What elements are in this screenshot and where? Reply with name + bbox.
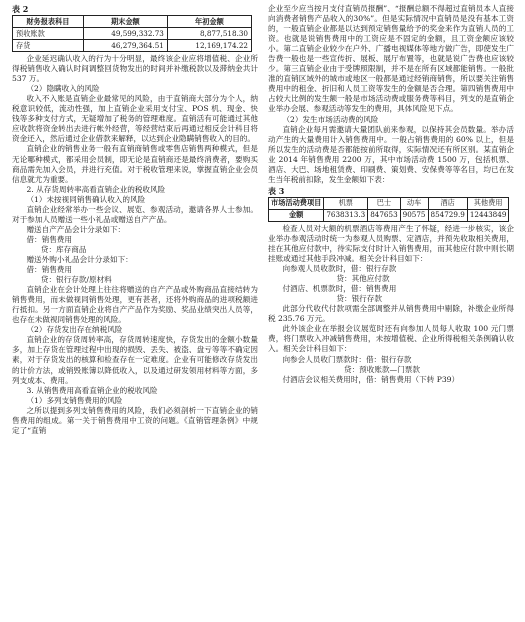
section-heading: 2. 从存货周转率高看直销企业的税收风险 <box>26 184 166 194</box>
accounting-entry-debit: 向参会人员收门票款时：借：银行存款 <box>282 354 412 364</box>
table3-header-cell: 其他费用 <box>467 197 509 209</box>
table3-cell: 847653 <box>368 209 400 221</box>
left-column <box>12 4 258 436</box>
table-row <box>13 40 252 52</box>
body-paragraph: 检查人员对大额的机票酒店等费用产生了怀疑，经进一步核实，该企业举办参观活动时统一为参观人员购票、定酒店，并预先收取相关费用，挂在其他应付款中，待实际支付时计入销售费用，而其他应付款中则长期挂账或通过其他手段冲减。相关会计科目如下： <box>268 223 514 264</box>
body-paragraph: 企业延迟确认收入的行为十分明显，最终该企业应将增值税、企业所得税销售收入确认时间调整回货物发出的时间并补缴税款以及滞纳金共计 537 万。 <box>12 54 258 84</box>
accounting-entry-intro: 赠送自产产品会计分录如下： <box>26 224 126 234</box>
table2-cell: 存货 <box>13 40 84 52</box>
table2-header-cell: 年初金额 <box>167 16 251 28</box>
subsection-heading: （1）多列支销售费用的风险 <box>26 395 123 405</box>
accounting-entry-debit: 付酒店会议相关费用时，借：销售费用（下转 P39） <box>282 374 460 384</box>
table3-header-cell: 市场活动费项目 <box>269 197 324 209</box>
table3-header-row <box>269 197 509 209</box>
body-paragraph: 之所以提到多列支销售费用的风险，我们必须剖析一下直销企业的销售费用的组成。第一关于销售费用中工资的问题。《直销管理条例》中规定了“直销 <box>12 405 258 435</box>
table2-header-row <box>13 16 252 28</box>
body-paragraph: 此部分代收代付款项需全部调整并从销售费用中剔除，补缴企业所得税 235.76 万元。 <box>268 304 514 324</box>
body-paragraph: 直销企业在会计处理上往往将赠送的自产产品或外购商品直接结转为销售费用，而未做视同销售处理，更有甚者，还将外购商品的进项税额进行抵扣。另一方面直销企业将自产产品作为奖励、奖品业绩突出人员等，也存在未做视同销售处理的风险。 <box>12 285 258 325</box>
accounting-entry-credit: 贷：库存商品 <box>40 244 87 254</box>
table2-cell: 12,169,174.22 <box>167 40 251 52</box>
accounting-entry-credit: 贷：预收账款—门票款 <box>344 364 420 374</box>
section-heading: 3. 从销售费用高看直销企业的税收风险 <box>26 385 158 395</box>
subsection-heading: （2）存货发出存在纳税风险 <box>26 325 123 335</box>
accounting-entry-intro: 赠送外购小礼品会计分录如下： <box>26 254 133 264</box>
table2-header-cell: 期末金额 <box>83 16 167 28</box>
accounting-entry-debit: 付酒店、机票款时，借：销售费用 <box>282 284 397 294</box>
table2 <box>12 15 252 52</box>
table3-cell: 金额 <box>269 209 324 221</box>
body-paragraph: 直销企业经常举办一些会议、展览、参观活动，邀请各界人士参加。对于参加人员赠送一些小礼品或赠送自产产品。 <box>12 204 258 224</box>
table-row <box>13 28 252 40</box>
table3-cell: 854729.9 <box>428 209 467 221</box>
accounting-entry-credit: 贷：其他应付款 <box>336 274 390 284</box>
table3-caption: 表 3 <box>268 185 285 196</box>
table-row <box>269 209 509 221</box>
table3-header-cell: 动车 <box>400 197 428 209</box>
body-paragraph: 收入不入账是直销企业最常见的风险，由于直销商大部分为个人，纳税意识较低，流动性强，加上直销企业采用支付宝、POS 机、现金、快钱等多种支付方式，无疑增加了税务的管理难度。直销活有可能通过其他应收款将资金转出去进行帐外经营，等经营结束后再通过相反会计科目将资金还入，然后通过企业借款来解释，以达到企业隐瞒销售收入的目的。 <box>12 94 258 144</box>
table2-header-cell: 财务报表科目 <box>13 16 84 28</box>
table3-cell: 90575 <box>400 209 428 221</box>
accounting-entry-debit: 借：销售费用 <box>26 265 72 275</box>
body-paragraph: 直销企业的存货周转率高，存货周转速度快，存货发出的金额小数量多，加上存货在管理过程中出现的损毁、丢失、被盗、盘亏等等不确定因素，对于存货发出的核算和检查存在一定难度。企业有可能修改存货发出的计价方法，或销毁账簿以降低收入，以及通过研发领用材料等方面，多列支成本、费用。 <box>12 335 258 385</box>
table3-header-cell: 巴士 <box>368 197 400 209</box>
subsection-heading: （2）隐瞒收入的风险 <box>26 84 100 94</box>
body-paragraph: 此外该企业在举报会议展览时还有向参加人员每人收取 100 元门票费，将门票收入冲减销售费用，未按增值税、企业所得税相关条例确认收入。相关会计科目如下： <box>268 324 514 354</box>
table2-cell: 预收账款 <box>13 28 84 40</box>
right-column <box>268 4 514 385</box>
subsection-heading: （1）未按视同销售确认收入的风险 <box>26 194 146 204</box>
body-paragraph: 直销企业每月需邀请大量团队前来参观，以保持其会员数量。举办活动产生的大量费用计入销售费用中。一般占销售费用的 60% 以上，但是所以发生的活动费是否都能按前所取得，实际情况还有所区别。某直销企业 2014 年销售费用 2200 万，其中市场活动费 1500 万，包括机票、酒店、大巴、场地租赁费、印刷费、策划费、安保费等等名目，均已在发生当年税前扣除，发生金额如下表： <box>268 124 514 184</box>
table2-cell: 49,599,332.73 <box>83 28 167 40</box>
table3-cell: 7638313.3 <box>324 209 368 221</box>
body-paragraph: 直销企业的销售业务一般有直销商销售或零售店销售两种模式，但是无论哪种模式，都采用会员制，即无论是直销商还是最终消费者，要购买商品需先加入会员，并进行充值。对于税收管理来说，掌握直销企业会员信息就尤为重要。 <box>12 144 258 184</box>
table3 <box>268 197 509 222</box>
table3-header-cell: 酒店 <box>428 197 467 209</box>
accounting-entry-debit: 借：销售费用 <box>26 234 72 244</box>
body-paragraph: 企业至少应当按月支付直销员报酬”、“报酬总额不得超过直销员本人直接向消费者销售产品收入的30%”。但是实际情况中直销员是没有基本工资的，一般直销企业都是以达到预定销售量给予的奖金来作为直销人员的工资。也就是说销售费用中的工资应是不固定的金额，且工资金额应该较小。第二直销企业较少在户外、广播电视媒体等地方做广告，即使发生广告费一般也是一些宣传折、展板、展厅布置等，也就是说广告费也应该较少。第三直销企业由于受牌照限制，并不是在所有区域都能销售。一般批准的直销区域外的城市或地区一般都是通过经销商销售，所以要关注销售费用中的租金、折旧和人员工资等发生的金额是否合理。第四销售费用中占较大比例的发生额一般是市场活动费或服务费等科目，列支的是直销企业举办会展、参观活动等发生的费用，具体风险见下点。 <box>268 4 514 114</box>
accounting-entry-credit: 贷：银行存款/原材料 <box>40 275 112 285</box>
accounting-entry-credit: 贷：银行存款 <box>336 294 382 304</box>
table2-caption: 表 2 <box>12 4 29 14</box>
table3-header-cell: 机票 <box>324 197 368 209</box>
accounting-entry-debit: 向参观人员收款时，借：银行存款 <box>282 264 397 274</box>
table2-cell: 8,877,518.30 <box>167 28 251 40</box>
table2-cell: 46,279,364.51 <box>83 40 167 52</box>
subsection-heading: （2）发生市场活动费的风险 <box>282 114 379 124</box>
table3-cell: 12443849 <box>467 209 509 221</box>
